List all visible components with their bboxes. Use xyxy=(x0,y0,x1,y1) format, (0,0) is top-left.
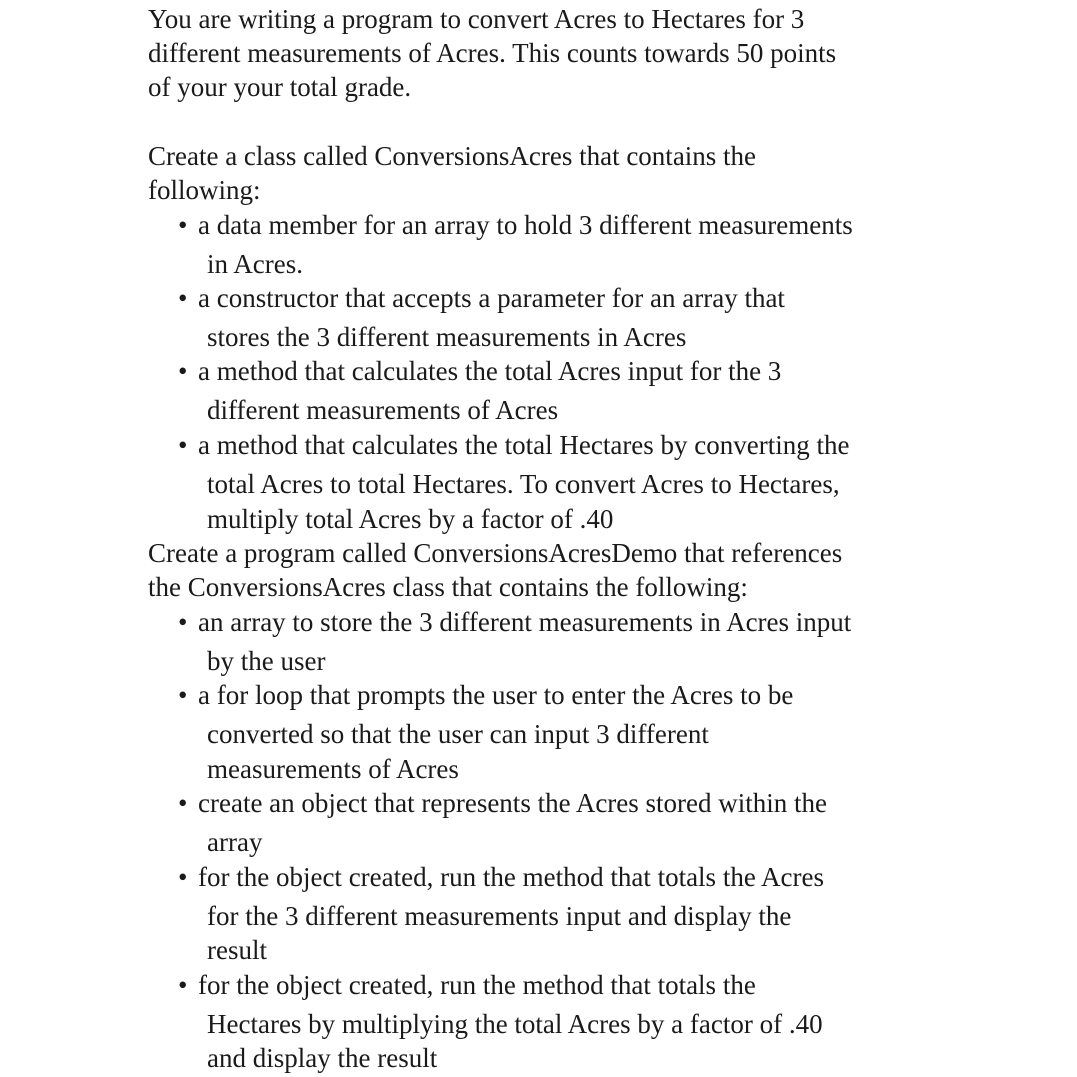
section2-heading-line: the ConversionsAcres class that contains the following: xyxy=(148,572,748,602)
bullet-icon: • xyxy=(178,356,188,386)
list-item xyxy=(178,354,781,388)
list-item-text: a method that calculates the total Acres input for the 3 xyxy=(198,356,782,386)
list-item-continuation: total Acres to total Hectares. To convert Acres to Hectares, xyxy=(207,469,840,499)
list-item-continuation: result xyxy=(207,935,267,965)
intro-line: different measurements of Acres. This counts towards 50 points xyxy=(148,38,837,68)
intro-line: You are writing a program to convert Acres to Hectares for 3 xyxy=(148,4,805,34)
list-item-text: create an object that represents the Acres stored within the xyxy=(198,788,828,818)
bullet-icon: • xyxy=(178,210,188,240)
list-item xyxy=(178,860,824,894)
list-item-text: a constructor that accepts a parameter for an array that xyxy=(198,283,785,313)
list-item xyxy=(178,605,851,639)
list-item-continuation: in Acres. xyxy=(207,249,303,279)
list-item-continuation: Hectares by multiplying the total Acres by a factor of .40 xyxy=(207,1009,823,1039)
list-item-text: a method that calculates the total Hectares by converting the xyxy=(198,430,850,460)
list-item-continuation: for the 3 different measurements input and display the xyxy=(207,901,792,931)
bullet-icon: • xyxy=(178,680,188,710)
list-item-text: for the object created, run the method that totals the Acres xyxy=(198,862,825,892)
bullet-icon: • xyxy=(178,607,188,637)
bullet-icon: • xyxy=(178,970,188,1000)
list-item-text: an array to store the 3 different measurements in Acres input xyxy=(198,607,852,637)
intro-line: of your your total grade. xyxy=(148,72,412,102)
list-item-continuation: by the user xyxy=(207,646,326,676)
list-item-continuation: array xyxy=(207,827,263,857)
section2-heading-line: Create a program called ConversionsAcresDemo that references xyxy=(148,538,843,568)
list-item-continuation: and display the result xyxy=(207,1043,438,1073)
bullet-icon: • xyxy=(178,430,188,460)
list-item xyxy=(178,678,793,712)
list-item xyxy=(178,208,853,242)
bullet-icon: • xyxy=(178,283,188,313)
bullet-icon: • xyxy=(178,788,188,818)
list-item-continuation: converted so that the user can input 3 different xyxy=(207,719,709,749)
list-item-continuation: stores the 3 different measurements in Acres xyxy=(207,322,687,352)
list-item-continuation: measurements of Acres xyxy=(207,754,459,784)
list-item-text: a data member for an array to hold 3 different measurements xyxy=(198,210,853,240)
list-item-text: for the object created, run the method that totals the xyxy=(198,970,756,1000)
list-item-text: a for loop that prompts the user to enter the Acres to be xyxy=(198,680,794,710)
list-item-continuation: multiply total Acres by a factor of .40 xyxy=(207,504,614,534)
list-item xyxy=(178,968,756,1002)
list-item xyxy=(178,281,785,315)
list-item xyxy=(178,786,827,820)
section1-heading-line: Create a class called ConversionsAcres that contains the xyxy=(148,141,757,171)
section1-heading-line: following: xyxy=(148,175,261,205)
bullet-icon: • xyxy=(178,862,188,892)
list-item-continuation: different measurements of Acres xyxy=(207,395,559,425)
list-item xyxy=(178,428,850,462)
